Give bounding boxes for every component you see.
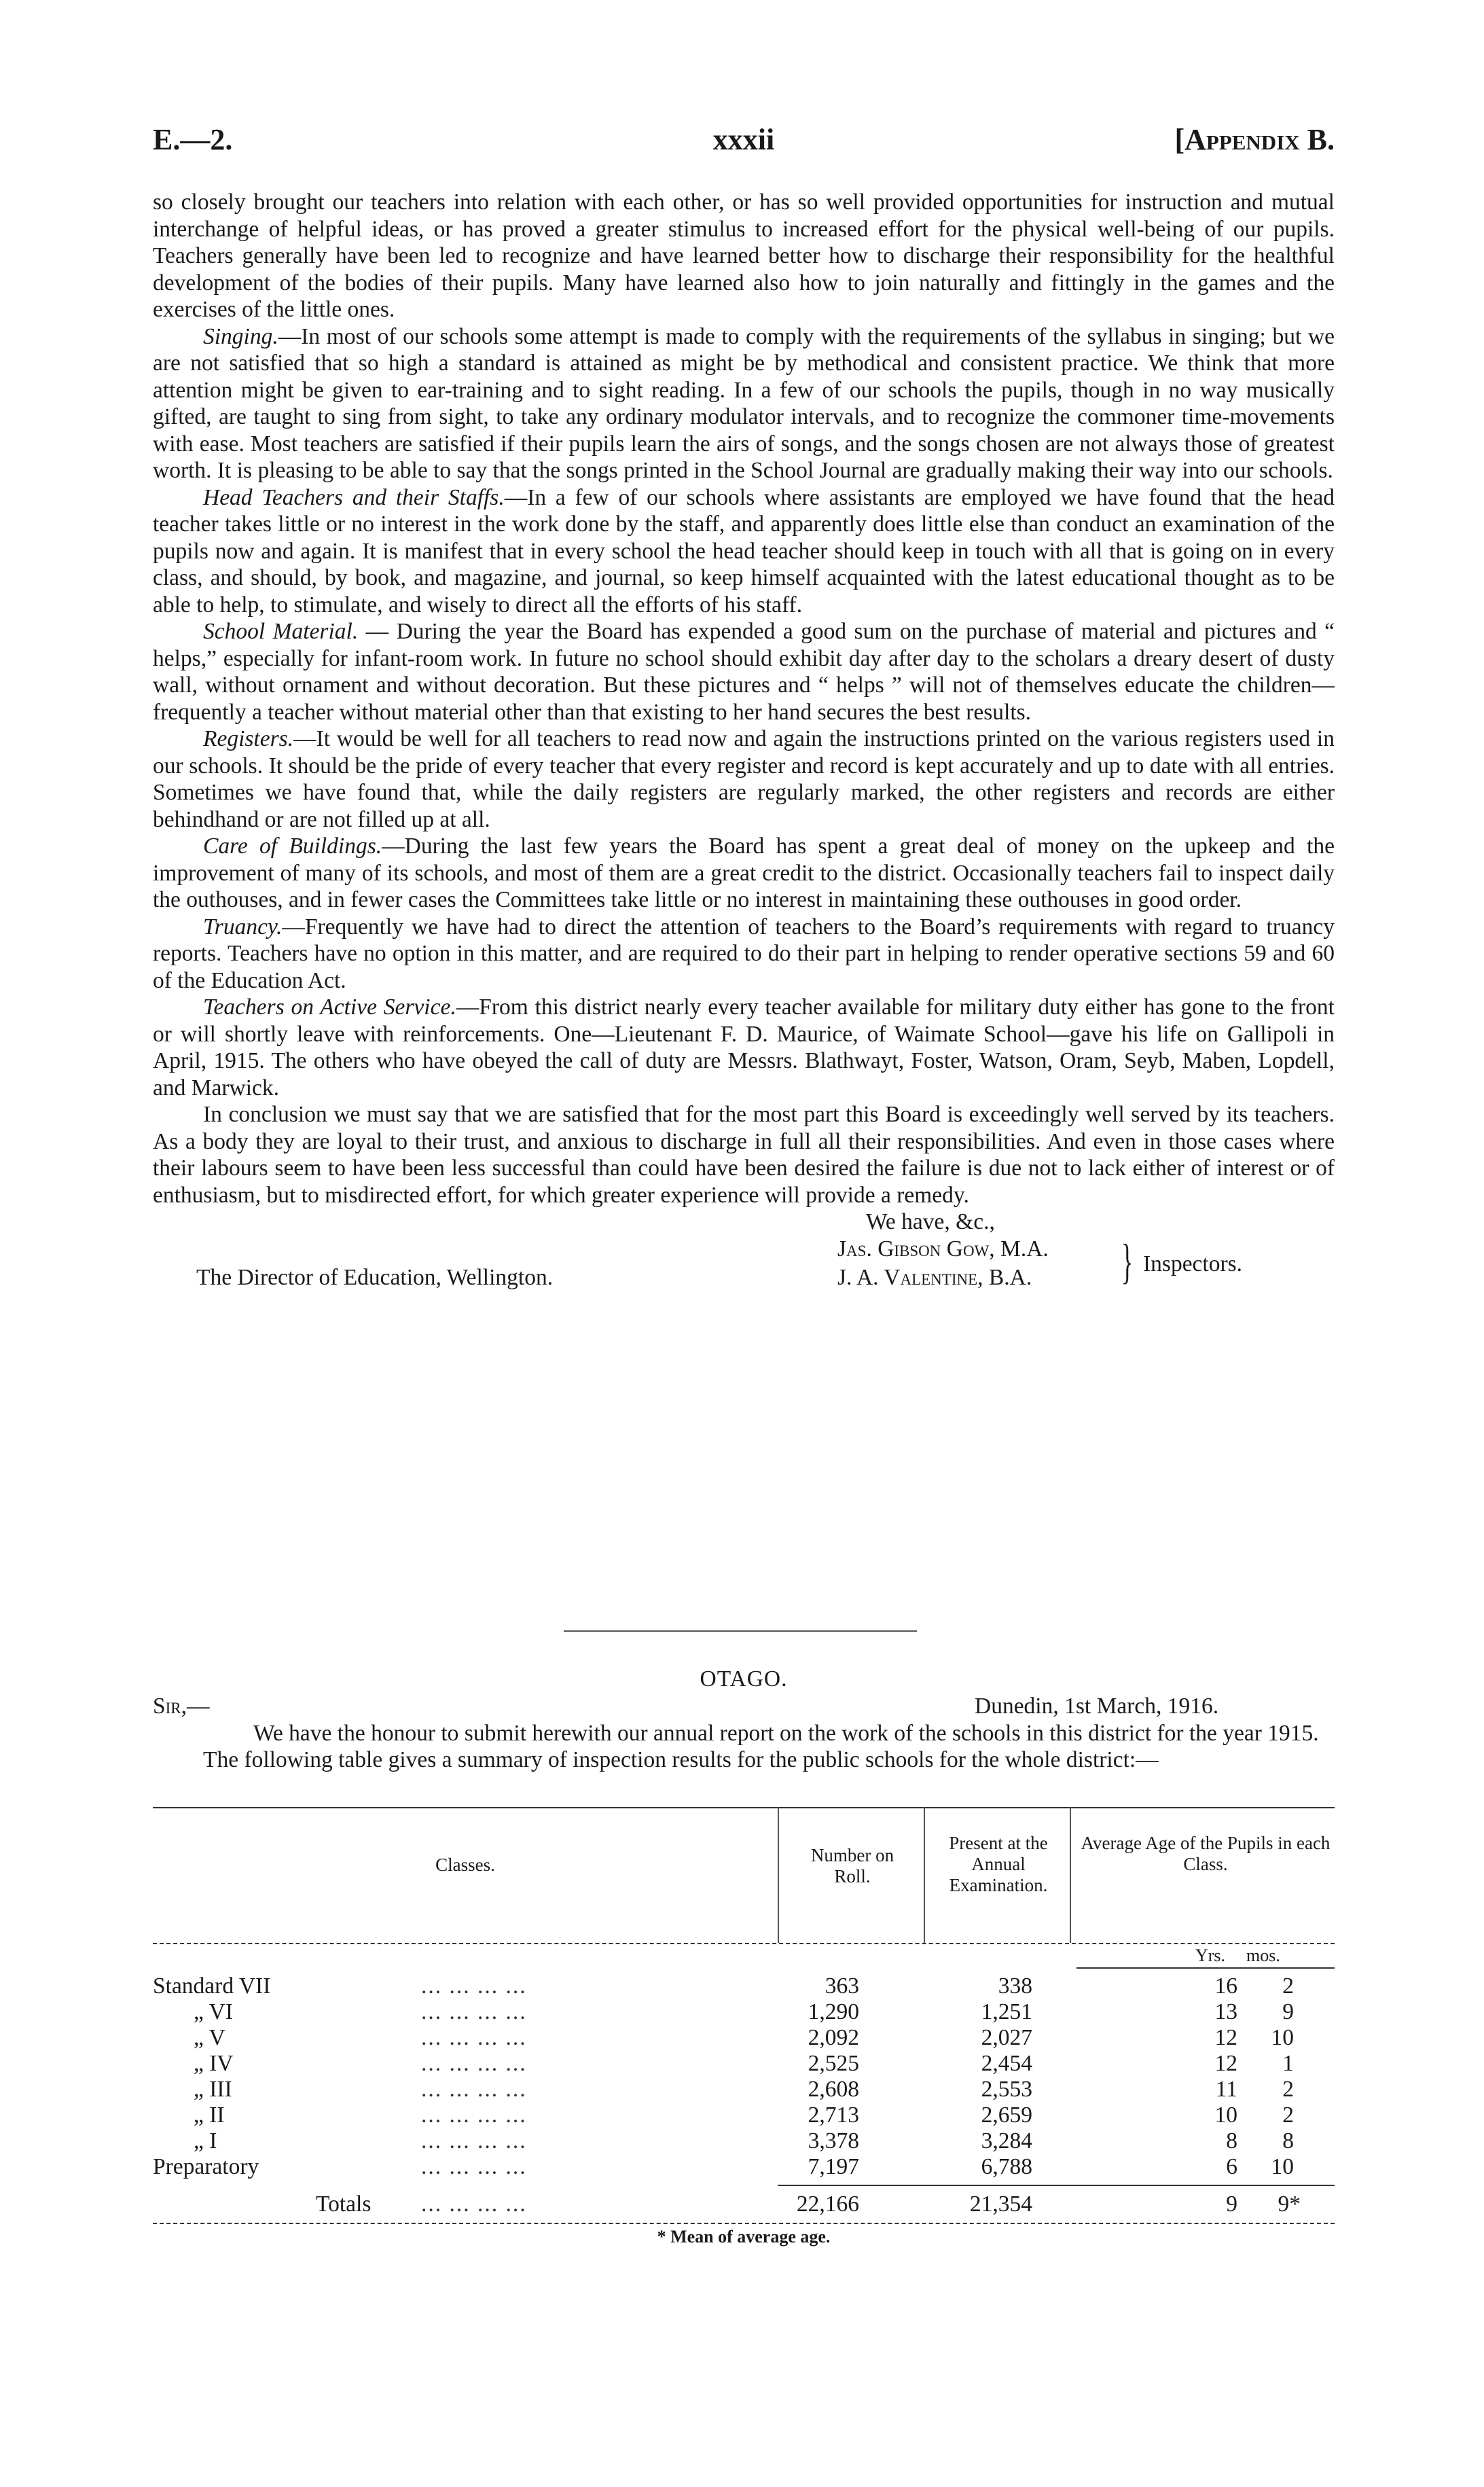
otago-report	[153, 1666, 1335, 1774]
totals-row	[153, 2191, 1335, 2217]
age-years-total: 9	[1226, 2191, 1237, 2217]
age-years: 12	[1214, 2025, 1237, 2050]
leader-dots: ... ... ... ...	[421, 1973, 527, 1999]
otago-intro: We have the honour to submit herewith our annual report on the work of the schools in this district for the year 1915.	[253, 1720, 1319, 1746]
leader-dots: ... ... ... ...	[421, 2077, 527, 2102]
totals-label: Totals	[316, 2191, 372, 2217]
age-months: 10	[1271, 2025, 1294, 2050]
header-classes: Classes.	[435, 1855, 495, 1875]
header-number-on-roll: Number on Roll.	[810, 1845, 894, 1886]
class-name: „ I	[194, 2128, 217, 2153]
present-value: 1,251	[981, 1999, 1032, 2024]
table-row	[153, 2077, 1335, 2103]
paragraph-physical: so closely brought our teachers into relation with each other, or has so well provided opportunities for instruction and mutual interchange of helpful ideas, or has proved a greater stimulus to increased effort for the physical well-being of our pupils. Teachers generally have been led to recognize and have learned better how to discharge their responsibility for the healthful development of the bodies of their pupils. Many have learned also how to join naturally and fittingly in the games and the exercises of the little ones.	[153, 190, 1335, 322]
roll-value: 363	[825, 1973, 859, 1999]
table-row	[153, 1999, 1335, 2025]
age-months-total: 9*	[1278, 2191, 1301, 2217]
present-value: 2,659	[981, 2103, 1032, 2128]
unit-years: Yrs.	[1195, 1946, 1226, 1965]
leader-dots: ... ... ... ...	[421, 2154, 527, 2179]
roll-value: 1,290	[808, 1999, 859, 2024]
table-row	[153, 2051, 1335, 2077]
class-name: „ III	[194, 2077, 232, 2102]
class-name: „ VI	[194, 1999, 233, 2024]
header-appendix: [Appendix B.	[1174, 123, 1335, 156]
header-present: Present at the Annual Examination.	[949, 1833, 1048, 1895]
roll-value: 3,378	[808, 2128, 859, 2153]
signature-block	[153, 1209, 1335, 1293]
unit-months: mos.	[1246, 1946, 1280, 1965]
leader-dots: ... ... ... ...	[421, 2103, 527, 2128]
class-name: „ V	[194, 2025, 225, 2050]
age-years: 12	[1214, 2051, 1237, 2076]
brace-glyph: }	[1121, 1234, 1134, 1289]
leader-dots: ... ... ... ...	[421, 2191, 527, 2217]
age-months: 2	[1282, 1973, 1294, 1999]
closing-phrase: We have, &c.,	[866, 1209, 995, 1234]
roll-value: 2,608	[808, 2077, 859, 2102]
inspector-name: J. A. Valentine, B.A.	[837, 1265, 1032, 1290]
table-bottom-rule	[153, 2223, 1335, 2224]
header-page-number: xxxii	[712, 123, 775, 156]
table-top-rule	[153, 1807, 1335, 1808]
section-divider	[564, 1630, 917, 1632]
salutation-row	[153, 1693, 1335, 1720]
otago-heading: OTAGO.	[700, 1666, 788, 1692]
totals-rule	[778, 2185, 1335, 2186]
leader-dots: ... ... ... ...	[421, 2051, 527, 2076]
age-years: 6	[1226, 2154, 1237, 2179]
age-months: 1	[1282, 2051, 1294, 2076]
header-document-ref: E.—2.	[153, 123, 233, 156]
age-years: 11	[1215, 2077, 1237, 2102]
leader-dots: ... ... ... ...	[421, 1999, 527, 2024]
leader-dots: ... ... ... ...	[421, 2025, 527, 2050]
present-value: 2,027	[981, 2025, 1032, 2050]
running-header	[153, 122, 1335, 163]
report-body	[153, 189, 1335, 1293]
table-row	[153, 2025, 1335, 2051]
roll-value: 7,197	[808, 2154, 859, 2179]
paragraph-school-material: School Material. — During the year the Board has expended a good sum on the purchase of material and pictures and “ helps,” especially for infant-room work. In future no school should exhibit day after day to the scholars a dreary desert of dusty wall, without ornament and without decoration. But these pictures and “ helps ” will not of themselves educate the children—frequently a teacher without material other than that existing to her hand secures the best results.	[153, 619, 1335, 725]
age-years: 13	[1214, 1999, 1237, 2024]
class-name: Preparatory	[153, 2154, 259, 2179]
leader-dots: ... ... ... ...	[421, 2128, 527, 2153]
table-intro: The following table gives a summary of inspection results for the public schools for the whole district:—	[203, 1747, 1159, 1772]
age-months: 8	[1282, 2128, 1294, 2153]
salutation: Sir,—	[153, 1693, 210, 1719]
age-months: 10	[1271, 2154, 1294, 2179]
column-divider	[924, 1807, 925, 1943]
inspectors-label: Inspectors.	[1143, 1251, 1243, 1276]
paragraph-conclusion: In conclusion we must say that we are satisfied that for the most part this Board is exceedingly well served by its teachers. As a body they are loyal to their trust, and anxious to discharge in full all their responsibilities. And even in those cases where their labours seem to have been less successful than could have been desired the failure is due not to lack either of interest or of enthusiasm, but to misdirected effort, for which greater experience will provide a remedy.	[153, 1102, 1335, 1208]
age-years: 8	[1226, 2128, 1237, 2153]
table-row	[153, 1973, 1335, 1999]
table-footnote: * Mean of average age.	[657, 2227, 831, 2247]
table-row	[153, 2103, 1335, 2128]
age-years: 16	[1214, 1973, 1237, 1999]
roll-value: 2,092	[808, 2025, 859, 2050]
paragraph-registers: Registers.—It would be well for all teachers to read now and again the instructions printed on the various registers used in our schools. It should be the pride of every teacher that every register and record is kept accurately and up to date with all entries. Sometimes we have found that, while the daily registers are regularly marked, the other registers and records are either behindhand or are not filled up at all.	[153, 726, 1335, 832]
class-name: „ II	[194, 2103, 225, 2128]
inspection-results-table	[153, 1807, 1335, 2249]
paragraph-active-service: Teachers on Active Service.—From this district nearly every teacher available for military duty either has gone to the front or will shortly leave with reinforcements. One—Lieutenant F. D. Maurice, of Waimate School—gave his life on Gallipoli in April, 1915. The others who have obeyed the call of duty are Messrs. Blathwayt, Foster, Watson, Oram, Seyb, Maben, Lopdell, and Marwick.	[153, 995, 1335, 1101]
present-value: 338	[998, 1973, 1032, 1999]
paragraph-truancy: Truancy.—Frequently we have had to direct the attention of teachers to the Board’s requirements with regard to truancy reports. Teachers have no option in this matter, and are required to do their part in helping to render operative sections 59 and 60 of the Education Act.	[153, 914, 1335, 993]
table-row	[153, 2128, 1335, 2154]
column-divider	[778, 1807, 779, 1943]
paragraph-singing: Singing.—In most of our schools some attempt is made to comply with the requirements of the syllabus in singing; but we are not satisfied that so high a standard is attained as might be by methodical and consistent practice. We think that more attention might be given to ear-training and to sight reading. In a few of our schools the pupils, though in no way musically gifted, are taught to sing from sight, to take any ordinary modulator intervals, and to recognize the commoner time-movements with ease. Most teachers are satisfied if their pupils learn the airs of songs, and the songs chosen are not always those of greatest worth. It is pleasing to be able to say that the songs printed in the School Journal are gradually making their way into our schools.	[153, 323, 1335, 483]
column-divider	[1070, 1807, 1071, 1943]
present-total: 21,354	[969, 2191, 1032, 2217]
present-value: 6,788	[981, 2154, 1032, 2179]
present-value: 2,553	[981, 2077, 1032, 2102]
class-name: „ IV	[194, 2051, 234, 2076]
roll-value: 2,525	[808, 2051, 859, 2076]
age-years: 10	[1214, 2103, 1237, 2128]
paragraph-care-of-buildings: Care of Buildings.—During the last few years the Board has spent a great deal of money on the upkeep and the improvement of many of its schools, and most of them are a great credit to the district. Occasionally teachers fail to inspect daily the outhouses, and in fewer cases the Committees take little or no interest in maintaining these outhouses in good order.	[153, 834, 1335, 912]
roll-total: 22,166	[796, 2191, 859, 2217]
table-row	[153, 2154, 1335, 2180]
roll-value: 2,713	[808, 2103, 859, 2128]
class-name: Standard VII	[153, 1973, 271, 1999]
age-months: 9	[1282, 1999, 1294, 2024]
report-date: Dunedin, 1st March, 1916.	[975, 1693, 1219, 1719]
header-rule	[153, 1943, 1335, 1944]
inspector-name: Jas. Gibson Gow, M.A.	[837, 1236, 1049, 1262]
age-months: 2	[1282, 2103, 1294, 2128]
present-value: 2,454	[981, 2051, 1032, 2076]
present-value: 3,284	[981, 2128, 1032, 2153]
age-months: 2	[1282, 2077, 1294, 2102]
paragraph-head-teachers: Head Teachers and their Staffs.—In a few of our schools where assistants are employed we have found that the head teacher takes little or no interest in the work done by the staff, and apparently does little else than conduct an examination of the pupils now and again. It is manifest that in every school the head teacher should keep in touch with all that is going on in every class, and should, by book, and magazine, and journal, so keep himself acquainted with the latest educational thought as to be able to help, to stimulate, and wisely to direct all the efforts of his staff.	[153, 484, 1335, 618]
header-average-age: Average Age of the Pupils in each Class.	[1081, 1833, 1331, 1874]
units-rule	[1076, 1967, 1335, 1969]
addressee: The Director of Education, Wellington.	[196, 1265, 554, 1290]
